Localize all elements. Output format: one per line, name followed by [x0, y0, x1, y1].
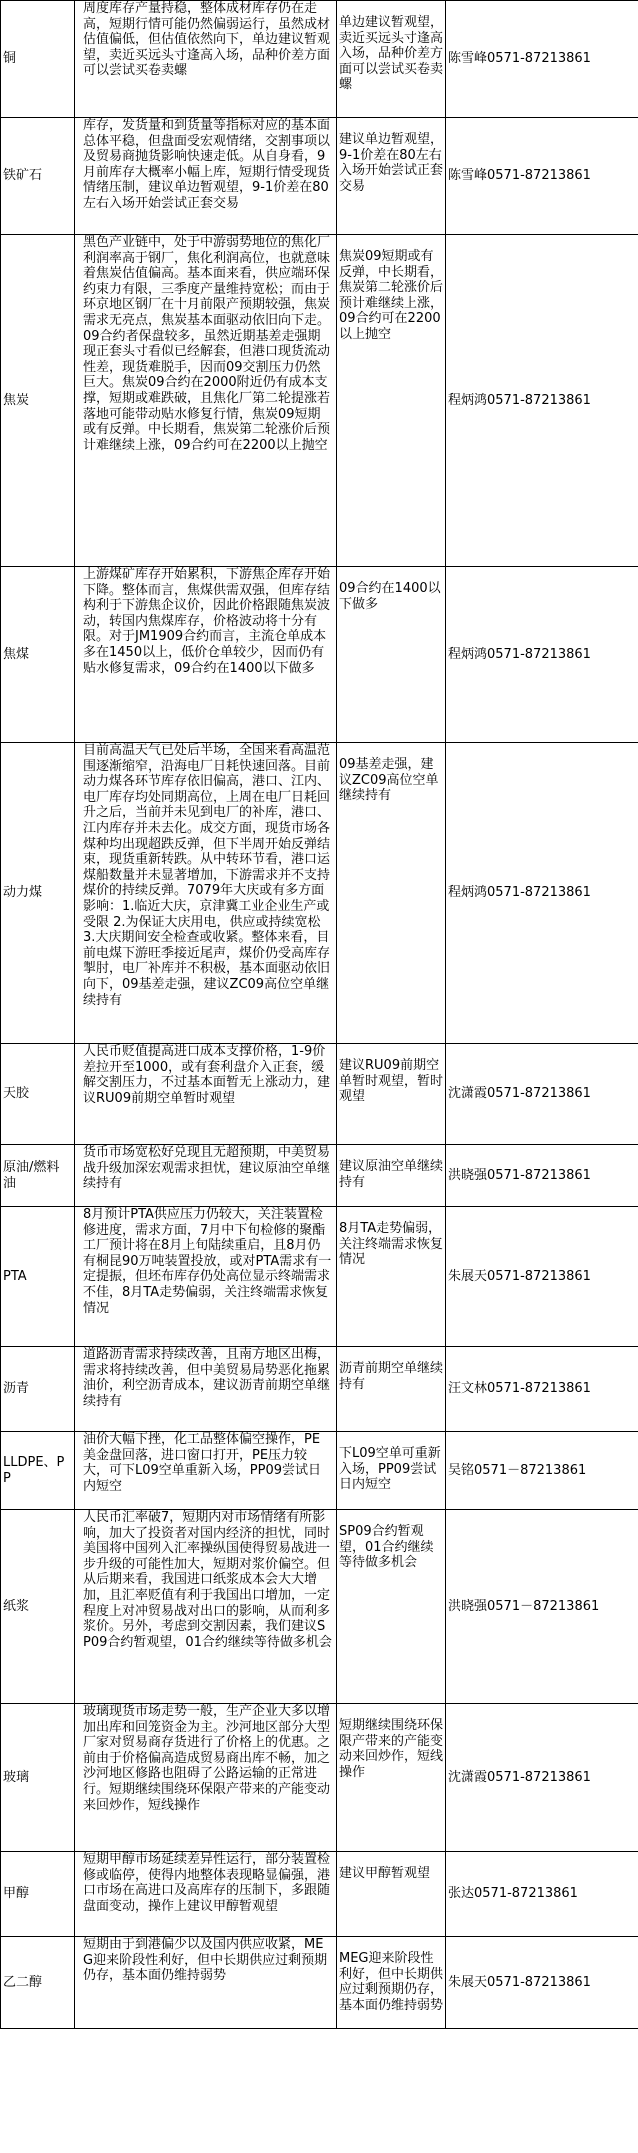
product-name: 焦炭: [1, 235, 75, 567]
table-row: [1, 235, 638, 567]
analyst-contact: 陈雪峰0571-87213861: [446, 1, 638, 118]
analyst-contact: 程炳鸿0571-87213861: [446, 567, 638, 743]
analyst-contact: 程炳鸿0571-87213861: [446, 235, 638, 567]
analyst-contact: 沈潇霞0571-87213861: [446, 1704, 638, 1852]
strategy-suggestion: 建议单边暂观望，9-1价差在80左右入场开始尝试正套交易: [337, 118, 446, 235]
market-analysis: 8月预计PTA供应压力仍较大，关注装置检修进度，需求方面，7月中下旬检修的聚酯工厂预计将在8月上旬陆续重启，且8月仍有桐昆90万吨装置投放，或对PTA需求有一定提振，但坯布库存仍处高位显示终端需求不佳，8月TA走势偏弱，关注终端需求恢复情况: [75, 1207, 337, 1347]
product-name: 原油/燃料油: [1, 1145, 75, 1207]
strategy-suggestion: 单边建议暂观望，卖近买远头寸逢高入场，品种价差方面可以尝试买卷卖螺: [337, 1, 446, 118]
strategy-suggestion: 09基差走强，建议ZC09高位空单继续持有: [337, 743, 446, 1044]
analyst-contact: 洪晓强0571-87213861: [446, 1145, 638, 1207]
table-row: [1, 118, 638, 235]
analyst-contact: 朱展天0571-87213861: [446, 1207, 638, 1347]
analyst-contact: 洪晓强0571－87213861: [446, 1510, 638, 1704]
strategy-suggestion: SP09合约暂观望，01合约继续等待做多机会: [337, 1510, 446, 1704]
product-name: LLDPE、PP: [1, 1432, 75, 1510]
market-analysis: 玻璃现货市场走势一般，生产企业大多以增加出库和回笼资金为主。沙河地区部分大型厂家对贸易商存货进行了价格上的优惠。之前由于价格偏高造成贸易商出库不畅，加之沙河地区修路也阻碍了公路运输的正常进行。短期继续围绕环保限产带来的产能变动来回炒作，短线操作: [75, 1704, 337, 1852]
table-row: [1, 1704, 638, 1852]
market-analysis: 油价大幅下挫，化工品整体偏空操作，PE美金盘回落，进口窗口打开，PE压力较大，可下L09空单重新入场，PP09尝试日内短空: [75, 1432, 337, 1510]
market-analysis: 上游煤矿库存开始累积，下游焦企库存开始下降。整体而言，焦煤供需双强，但库存结构利于下游焦企议价，因此价格跟随焦炭波动，转国内焦煤库存，价格波动将十分有限。对于JM1909合约而言，主流仓单成本多在1450以上，低价仓单较少，因而仍有贴水修复需求，09合约在1400以下做多: [75, 567, 337, 743]
table-row: [1, 1937, 638, 2029]
strategy-suggestion: 建议RU09前期空单暂时观望，暂时观望: [337, 1044, 446, 1145]
market-analysis: 黑色产业链中，处于中游弱势地位的焦化厂利润率高于钢厂，焦化利润高位，也就意味着焦炭估值偏高。基本面来看，供应端环保约束力有限，三季度产量维持宽松；而由于环京地区钢厂在十月前限产预期较强，焦炭需求无亮点，焦炭基本面驱动依旧向下走。09合约者保盘较多，虽然近期基差走强期现正套头寸看似已经解套，但港口现货流动性差，现货难脱手，因而09交割压力仍然巨大。焦炭09合约在2000附近仍有成本支撑，短期或难跌破，且焦化厂第二轮提涨若落地可能带动贴水修复行情，焦炭09短期或有反弹。中长期看，焦炭第二轮涨价后预计难继续上涨，09合约可在2200以上抛空: [75, 235, 337, 567]
strategy-suggestion: MEG迎来阶段性利好，但中长期供应过剩预期仍存，基本面仍维持弱势: [337, 1937, 446, 2029]
analyst-contact: 程炳鸿0571-87213861: [446, 743, 638, 1044]
product-name: 焦煤: [1, 567, 75, 743]
product-name: 玻璃: [1, 1704, 75, 1852]
strategy-suggestion: 沥青前期空单继续持有: [337, 1347, 446, 1432]
analyst-contact: 吴铭0571－87213861: [446, 1432, 638, 1510]
strategy-suggestion: 建议原油空单继续持有: [337, 1145, 446, 1207]
table-row: [1, 1432, 638, 1510]
product-name: 铁矿石: [1, 118, 75, 235]
table-row: [1, 1510, 638, 1704]
analyst-contact: 张达0571-87213861: [446, 1852, 638, 1937]
product-name: 动力煤: [1, 743, 75, 1044]
table-row: [1, 1347, 638, 1432]
strategy-suggestion: 短期继续围绕环保限产带来的产能变动来回炒作，短线操作: [337, 1704, 446, 1852]
market-analysis: 人民币贬值提高进口成本支撑价格，1-9价差拉开至1000，或有套利盘介入正套，缓解交割压力，不过基本面暂无上涨动力，建议RU09前期空单暂时观望: [75, 1044, 337, 1145]
strategy-suggestion: 09合约在1400以下做多: [337, 567, 446, 743]
table-row: [1, 1852, 638, 1937]
market-analysis: 道路沥青需求持续改善，且南方地区出梅，需求将持续改善，但中美贸易局势恶化拖累油价，利空沥青成本，建议沥青前期空单继续持有: [75, 1347, 337, 1432]
table-row: [1, 1207, 638, 1347]
market-analysis: 货币市场宽松好兑现且无超预期，中美贸易战升级加深宏观需求担忧，建议原油空单继续持有: [75, 1145, 337, 1207]
product-name: 甲醇: [1, 1852, 75, 1937]
analyst-contact: 朱展天0571-87213861: [446, 1937, 638, 2029]
market-analysis: 短期甲醇市场延续差异性运行，部分装置检修或临停，使得内地整体表现略显偏强，港口市场在高进口及高库存的压制下，多跟随盘面变动，操作上建议甲醇暂观望: [75, 1852, 337, 1937]
analyst-contact: 陈雪峰0571-87213861: [446, 118, 638, 235]
strategy-suggestion: 焦炭09短期或有反弹，中长期看，焦炭第二轮涨价后预计难继续上涨，09合约可在2200以上抛空: [337, 235, 446, 567]
product-name: PTA: [1, 1207, 75, 1347]
strategy-suggestion: 下L09空单可重新入场，PP09尝试日内短空: [337, 1432, 446, 1510]
table-row: [1, 1, 638, 118]
product-name: 乙二醇: [1, 1937, 75, 2029]
table-row: [1, 1145, 638, 1207]
market-analysis: 短期由于到港偏少以及国内供应收紧，MEG迎来阶段性利好，但中长期供应过剩预期仍存，基本面仍维持弱势: [75, 1937, 337, 2029]
table-row: [1, 567, 638, 743]
market-analysis: 人民币汇率破7，短期内对市场情绪有所影响，加大了投资者对国内经济的担忧，同时美国将中国列入汇率操纵国使得贸易战进一步升级的可能性加大，短期对浆价偏空。但从后期来看，我国进口纸浆成本会大大增加，且汇率贬值有利于我国出口增加，一定程度上对冲贸易战对出口的影响，从而利多浆价。另外，考虑到交割因素，我们建议SP09合约暂观望，01合约继续等待做多机会: [75, 1510, 337, 1704]
market-analysis: 库存，发货量和到货量等指标对应的基本面总体平稳，但盘面受宏观情绪，交割事项以及贸易商抛货影响快速走低。从自身看，9月前库存大概率小幅上库，短期行情受现货情绪压制，建议单边暂观望，9-1价差在80左右入场开始尝试正套交易: [75, 118, 337, 235]
market-analysis: 周度库存产量持稳，整体成材库存仍在走高，短期行情可能仍然偏弱运行，虽然成材估值偏低，但估值依然向下，单边建议暂观望，卖近买远头寸逢高入场，品种价差方面可以尝试买卷卖螺: [75, 1, 337, 118]
product-name: 铜: [1, 1, 75, 118]
table-row: [1, 1044, 638, 1145]
analyst-contact: 沈潇霞0571-87213861: [446, 1044, 638, 1145]
market-analysis: 目前高温天气已处后半场，全国来看高温范围逐渐缩窄，沿海电厂日耗快速回落。目前动力煤各环节库存依旧偏高，港口、江内、电厂库存均处同期高位，上周在电厂日耗回升之后，当前并未见到电厂的补库，港口、江内库存并未去化。成交方面，现货市场各煤种均出现超跌反弹，但下半周开始反弹结束，现货重新转跌。从中转环节看，港口运煤船数量并未显著增加，下游需求并不支持煤价的持续反弹。7079年大庆或有多方面影响：1.临近大庆，京津冀工业企业生产或受限 2.为保证大庆用电，供应或持续宽松 3.大庆期间安全检查或收紧。整体来看，目前电煤下游旺季接近尾声，煤价仍受高库存掣肘，电厂补库并不积极，基本面驱动依旧向下，09基差走强，建议ZC09高位空单继续持有: [75, 743, 337, 1044]
product-name: 天胶: [1, 1044, 75, 1145]
analyst-contact: 汪文林0571-87213861: [446, 1347, 638, 1432]
table-row: [1, 743, 638, 1044]
product-name: 沥青: [1, 1347, 75, 1432]
strategy-suggestion: 8月TA走势偏弱，关注终端需求恢复情况: [337, 1207, 446, 1347]
product-name: 纸浆: [1, 1510, 75, 1704]
strategy-suggestion: 建议甲醇暂观望: [337, 1852, 446, 1937]
